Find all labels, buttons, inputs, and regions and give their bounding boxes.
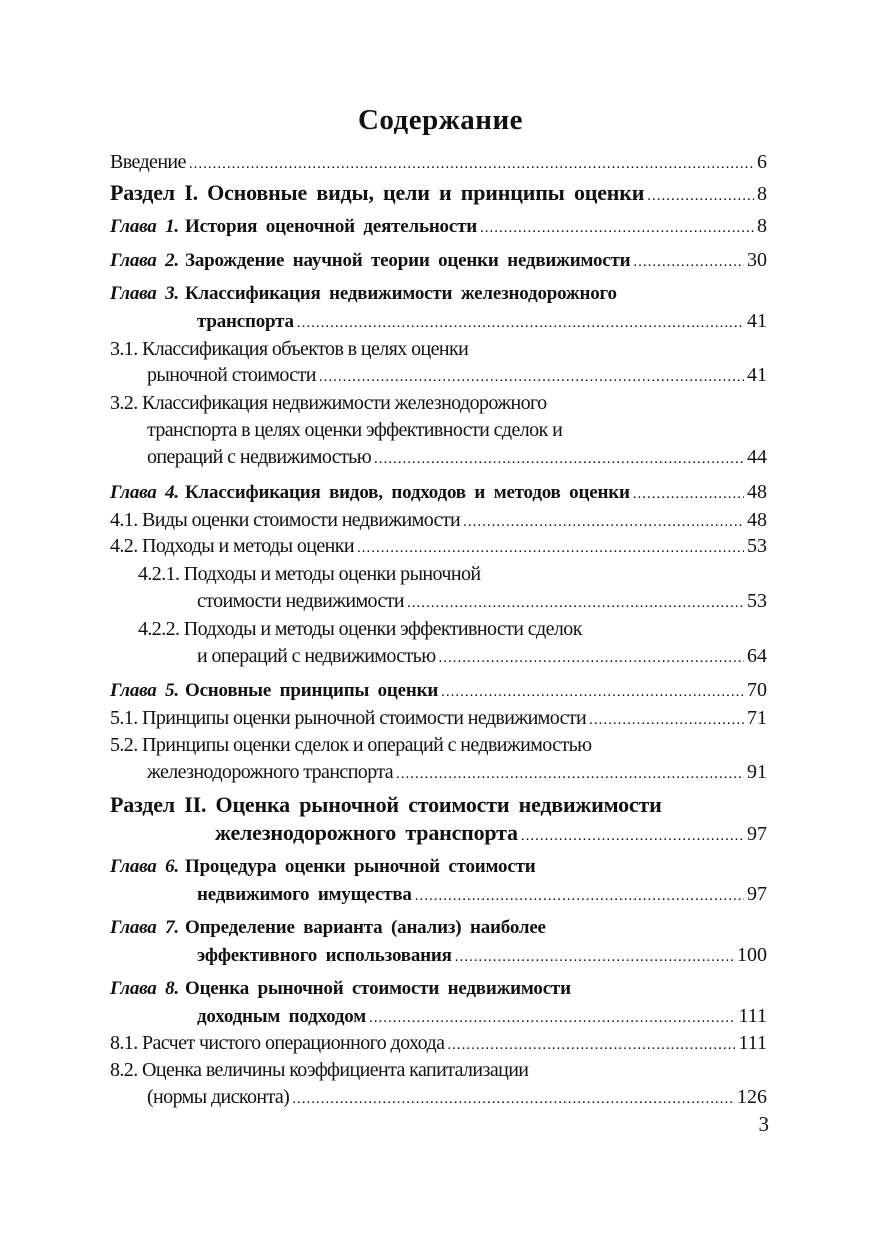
- toc-page-number: 70: [747, 679, 767, 701]
- chapter-prefix: Глава 2.: [110, 250, 179, 271]
- toc-entry-line: [147, 1084, 767, 1110]
- toc-entry-text: 5.1. Принципы оценки рыночной стоимости недвижимости: [110, 707, 587, 729]
- toc-page-number: 44: [747, 446, 767, 468]
- toc-page-number: 8: [757, 215, 767, 237]
- toc-entry-line: [110, 213, 767, 239]
- chapter-prefix: Глава 3.: [110, 283, 179, 304]
- toc-page-number: 71: [747, 707, 767, 729]
- dot-leader: [189, 151, 754, 177]
- chapter-prefix: Глава 8.: [110, 978, 179, 999]
- dot-leader: [633, 481, 744, 507]
- toc-entry-line: [147, 444, 767, 470]
- dot-leader: [647, 183, 754, 209]
- toc-entry-line: [138, 616, 767, 642]
- toc-entry-line: [110, 247, 767, 273]
- dot-leader: [589, 707, 744, 733]
- toc-entry-line: [110, 507, 767, 533]
- toc-page-number: 111: [738, 1005, 767, 1027]
- dot-leader: [369, 1005, 736, 1031]
- toc-entry-line: [197, 588, 767, 614]
- dot-leader: [441, 679, 744, 705]
- toc-entry-text: железнодорожного транспорта: [147, 761, 394, 783]
- toc-entry-line: [110, 976, 767, 1002]
- toc-entry-line: [110, 390, 767, 416]
- toc-entry-text: (нормы дисконта): [147, 1086, 290, 1108]
- toc-page-number: 126: [737, 1086, 767, 1108]
- toc-entry-text: 3.2. Классификация недвижимости железнодорожного: [110, 392, 547, 414]
- toc-entry-line: [110, 281, 767, 307]
- toc-entry-text: железнодорожного транспорта: [215, 820, 518, 845]
- toc-entry-line: [110, 792, 767, 818]
- toc-entry-line: [197, 1003, 767, 1029]
- toc-page-number: 111: [738, 1032, 767, 1054]
- dot-leader: [396, 761, 744, 787]
- toc-entry-line: [110, 479, 767, 505]
- toc-entry-text: стоимости недвижимости: [197, 590, 404, 612]
- toc-entry-line: [197, 942, 767, 968]
- dot-leader: [297, 310, 744, 336]
- toc-page-number: 97: [747, 883, 767, 905]
- dot-leader: [633, 249, 744, 275]
- dot-leader: [455, 944, 734, 970]
- toc-entry-text: доходным подходом: [197, 1006, 366, 1027]
- toc-entry-line: [110, 677, 767, 703]
- toc-page-number: 30: [747, 249, 767, 271]
- toc-entry-text: 8.2. Оценка величины коэффициента капитализации: [110, 1059, 529, 1081]
- toc-entry-line: [110, 705, 767, 731]
- toc-entry-line: [110, 1030, 767, 1056]
- toc-entry-text: Определение варианта (анализ) наиболее: [184, 917, 546, 938]
- toc-entry-text: История оценочной деятельности: [184, 216, 477, 237]
- toc-page-number: 64: [747, 645, 767, 667]
- page-title: Содержание: [357, 104, 524, 136]
- toc-entry-line: [110, 180, 767, 206]
- toc-entry-text: транспорта в целях оценки эффективности сделок и: [147, 419, 563, 441]
- toc-entry-text: рыночной стоимости: [147, 364, 316, 386]
- dot-leader: [319, 364, 744, 390]
- toc-entry-text: 4.2.2. Подходы и методы оценки эффективности сделок: [138, 618, 582, 640]
- toc-entry-line: [215, 820, 767, 846]
- toc-entry-line: [110, 1057, 767, 1083]
- toc-entry-line: [110, 854, 767, 880]
- toc-entry-text: Зарождение научной теории оценки недвижимости: [184, 250, 631, 271]
- toc-entry-line: [197, 308, 767, 334]
- toc-entry-line: [110, 149, 767, 175]
- toc-entry-text: 4.2.1. Подходы и методы оценки рыночной: [138, 563, 481, 585]
- toc-page-number: 97: [747, 823, 767, 845]
- dot-leader: [447, 1032, 735, 1058]
- toc-entry-text: Классификация недвижимости железнодорожного: [184, 283, 617, 304]
- toc-entry-text: Классификация видов, подходов и методов оценки: [184, 482, 630, 503]
- toc-page-number: 48: [747, 481, 767, 503]
- toc-page-number: 91: [747, 761, 767, 783]
- toc-entry-text: 3.1. Классификация объектов в целях оценки: [110, 338, 469, 360]
- chapter-prefix: Глава 1.: [110, 216, 179, 237]
- toc-page-number: 48: [747, 509, 767, 531]
- toc-entry-text: 4.2. Подходы и методы оценки: [110, 535, 354, 557]
- dot-leader: [480, 215, 754, 241]
- toc-entry-line: [197, 643, 767, 669]
- toc-page-number: 53: [747, 535, 767, 557]
- toc-entry-text: недвижимого имущества: [197, 884, 412, 905]
- toc-entry-text: 8.1. Расчет чистого операционного дохода: [110, 1032, 445, 1054]
- toc-page-number: 8: [757, 183, 767, 205]
- toc-entry-line: [147, 417, 767, 443]
- toc-entry-line: [110, 732, 767, 758]
- toc-entry-line: [110, 533, 767, 559]
- toc-entry-text: Основные принципы оценки: [184, 680, 439, 701]
- dot-leader: [292, 1086, 734, 1112]
- chapter-prefix: Глава 4.: [110, 482, 179, 503]
- toc-entry-line: [110, 915, 767, 941]
- toc-page-number: 41: [747, 364, 767, 386]
- toc-page-number: 41: [747, 310, 767, 332]
- toc-entry-text: Раздел I. Основные виды, цели и принципы оценки: [110, 180, 645, 205]
- toc-entry-text: Оценка рыночной стоимости недвижимости: [184, 978, 571, 999]
- dot-leader: [374, 446, 744, 472]
- chapter-prefix: Глава 7.: [110, 917, 179, 938]
- toc-entry-line: [110, 336, 767, 362]
- toc-entry-text: 5.2. Принципы оценки сделок и операций с недвижимостью: [110, 734, 592, 756]
- toc-entry-text: операций с недвижимостью: [147, 446, 372, 468]
- toc-entry-text: Введение: [110, 151, 186, 173]
- toc-entry-line: [147, 759, 767, 785]
- toc-entry-line: [147, 362, 767, 388]
- toc-page-number: 100: [737, 944, 767, 966]
- chapter-prefix: Глава 6.: [110, 856, 179, 877]
- toc-entry-text: и операций с недвижимостью: [197, 645, 436, 667]
- toc-entry-text: Раздел II. Оценка рыночной стоимости недвижимости: [110, 792, 662, 817]
- dot-leader: [407, 590, 744, 616]
- toc-entry-text: Процедура оценки рыночной стоимости: [184, 856, 536, 877]
- toc-page-number: 53: [747, 590, 767, 612]
- dot-leader: [415, 883, 744, 909]
- toc-page-number: 6: [757, 151, 767, 173]
- dot-leader: [439, 645, 744, 671]
- dot-leader: [521, 823, 744, 849]
- dot-leader: [463, 509, 744, 535]
- page-number: 3: [758, 1112, 769, 1136]
- toc-entry-text: 4.1. Виды оценки стоимости недвижимости: [110, 509, 461, 531]
- toc-entry-line: [138, 561, 767, 587]
- toc-entry-text: транспорта: [197, 311, 294, 332]
- chapter-prefix: Глава 5.: [110, 680, 179, 701]
- toc-entry-text: эффективного использования: [197, 945, 452, 966]
- dot-leader: [357, 535, 744, 561]
- toc-entry-line: [197, 881, 767, 907]
